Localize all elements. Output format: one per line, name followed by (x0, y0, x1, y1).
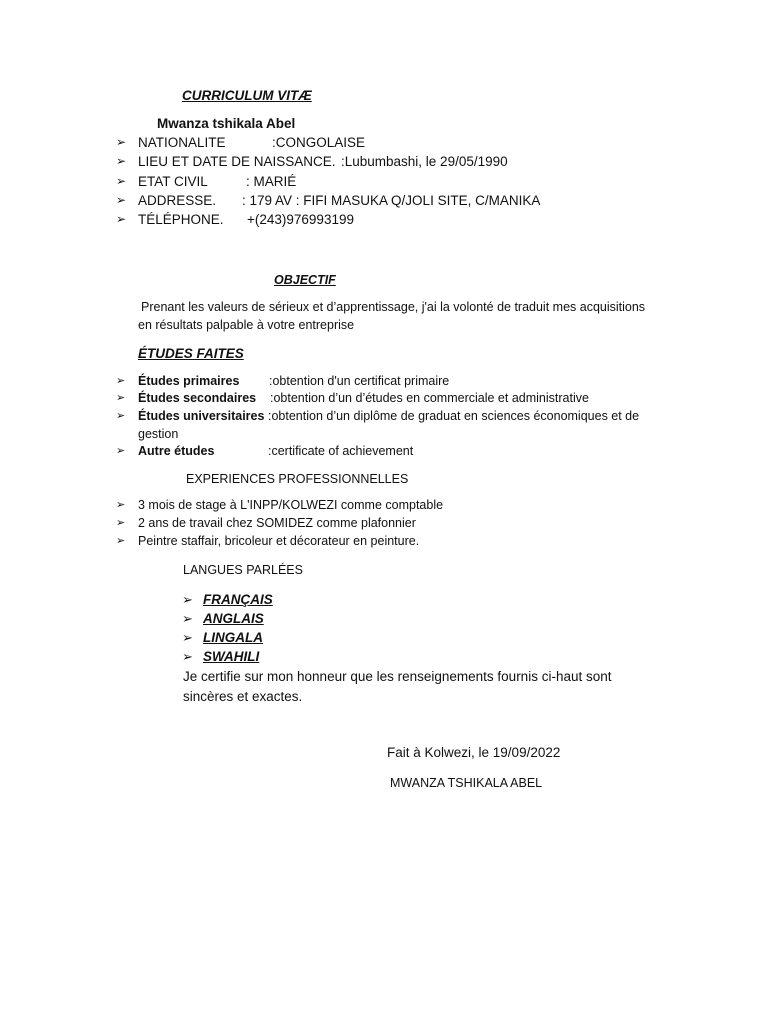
certification-line-2: sincères et exactes. (183, 689, 303, 704)
list-item (0, 444, 768, 462)
arrow-bullet-icon: ➢ (182, 630, 193, 645)
arrow-bullet-icon: ➢ (116, 445, 126, 457)
identity-label: LIEU ET DATE DE NAISSANCE. (138, 154, 336, 169)
etudes-heading: ÉTUDES FAITES (138, 346, 244, 361)
arrow-bullet-icon: ➢ (116, 410, 126, 422)
etude-value: :obtention d’un diplôme de graduat en sciences économiques et de (268, 409, 640, 423)
list-item (0, 630, 768, 648)
list-item (0, 174, 768, 192)
arrow-bullet-icon: ➢ (116, 174, 127, 188)
experience-text: 3 mois de stage à L'INPP/KOLWEZI comme comptable (138, 498, 444, 512)
identity-value: +(243)976993199 (247, 212, 354, 227)
arrow-bullet-icon: ➢ (116, 135, 127, 149)
identity-value: :CONGOLAISE (272, 135, 366, 150)
list-item (0, 516, 768, 534)
identity-value: : MARIÉ (246, 174, 297, 189)
langue-text: FRANÇAIS (203, 592, 273, 607)
place-date: Fait à Kolwezi, le 19/09/2022 (387, 745, 561, 760)
objectif-line-2: en résultats palpable à votre entreprise (138, 318, 355, 332)
identity-label: ADDRESSE. (138, 193, 217, 208)
list-item (0, 391, 768, 409)
arrow-bullet-icon: ➢ (116, 535, 126, 547)
list-item (0, 374, 768, 392)
candidate-name: Mwanza tshikala Abel (157, 116, 296, 131)
arrow-bullet-icon: ➢ (182, 611, 193, 626)
langues-heading: LANGUES PARLÉES (183, 563, 303, 577)
list-item (0, 592, 768, 610)
list-item (0, 534, 768, 552)
list-item (0, 649, 768, 667)
arrow-bullet-icon: ➢ (116, 193, 127, 207)
arrow-bullet-icon: ➢ (116, 154, 127, 168)
arrow-bullet-icon: ➢ (116, 517, 126, 529)
langue-text: SWAHILI (203, 649, 260, 664)
objectif-heading: OBJECTIF (274, 273, 336, 287)
etude-value-continuation: gestion (138, 427, 179, 441)
identity-value: :Lubumbashi, le 29/05/1990 (341, 154, 508, 169)
langue-text: ANGLAIS (203, 611, 264, 626)
etude-label: Études secondaires (138, 391, 257, 405)
identity-label: ETAT CIVIL (138, 174, 208, 189)
list-item (0, 154, 768, 172)
list-item (0, 135, 768, 153)
arrow-bullet-icon: ➢ (116, 375, 126, 387)
list-item (0, 611, 768, 629)
etude-value: :certificate of achievement (268, 444, 414, 458)
experiences-heading: EXPERIENCES PROFESSIONNELLES (186, 472, 409, 486)
signature-name: MWANZA TSHIKALA ABEL (390, 776, 543, 790)
etude-value: :obtention d’un d’études en commerciale et administrative (270, 391, 589, 405)
objectif-line-1: Prenant les valeurs de sérieux et d’apprentissage, j'ai la volonté de traduit mes acquisitions (141, 300, 646, 314)
arrow-bullet-icon: ➢ (116, 212, 127, 226)
certification-line-1: Je certifie sur mon honneur que les renseignements fournis ci-haut sont (183, 669, 612, 684)
cv-title: CURRICULUM VITÆ (182, 88, 312, 103)
arrow-bullet-icon: ➢ (116, 499, 126, 511)
etude-value: :obtention d'un certificat primaire (269, 374, 450, 388)
experience-text: 2 ans de travail chez SOMIDEZ comme plafonnier (138, 516, 416, 530)
list-item (0, 498, 768, 516)
identity-label: TÉLÉPHONE. (138, 212, 224, 227)
list-item (0, 409, 768, 427)
identity-label: NATIONALITE (138, 135, 226, 150)
arrow-bullet-icon: ➢ (182, 592, 193, 607)
langue-text: LINGALA (203, 630, 263, 645)
etude-label: Études universitaires (138, 409, 265, 423)
identity-value: : 179 AV : FIFI MASUKA Q/JOLI SITE, C/MANIKA (242, 193, 541, 208)
etude-label: Autre études (138, 444, 215, 458)
list-item (0, 193, 768, 211)
arrow-bullet-icon: ➢ (116, 392, 126, 404)
list-item (0, 212, 768, 230)
arrow-bullet-icon: ➢ (182, 649, 193, 664)
experience-text: Peintre staffair, bricoleur et décorateur en peinture. (138, 534, 420, 548)
etude-label: Études primaires (138, 374, 240, 388)
